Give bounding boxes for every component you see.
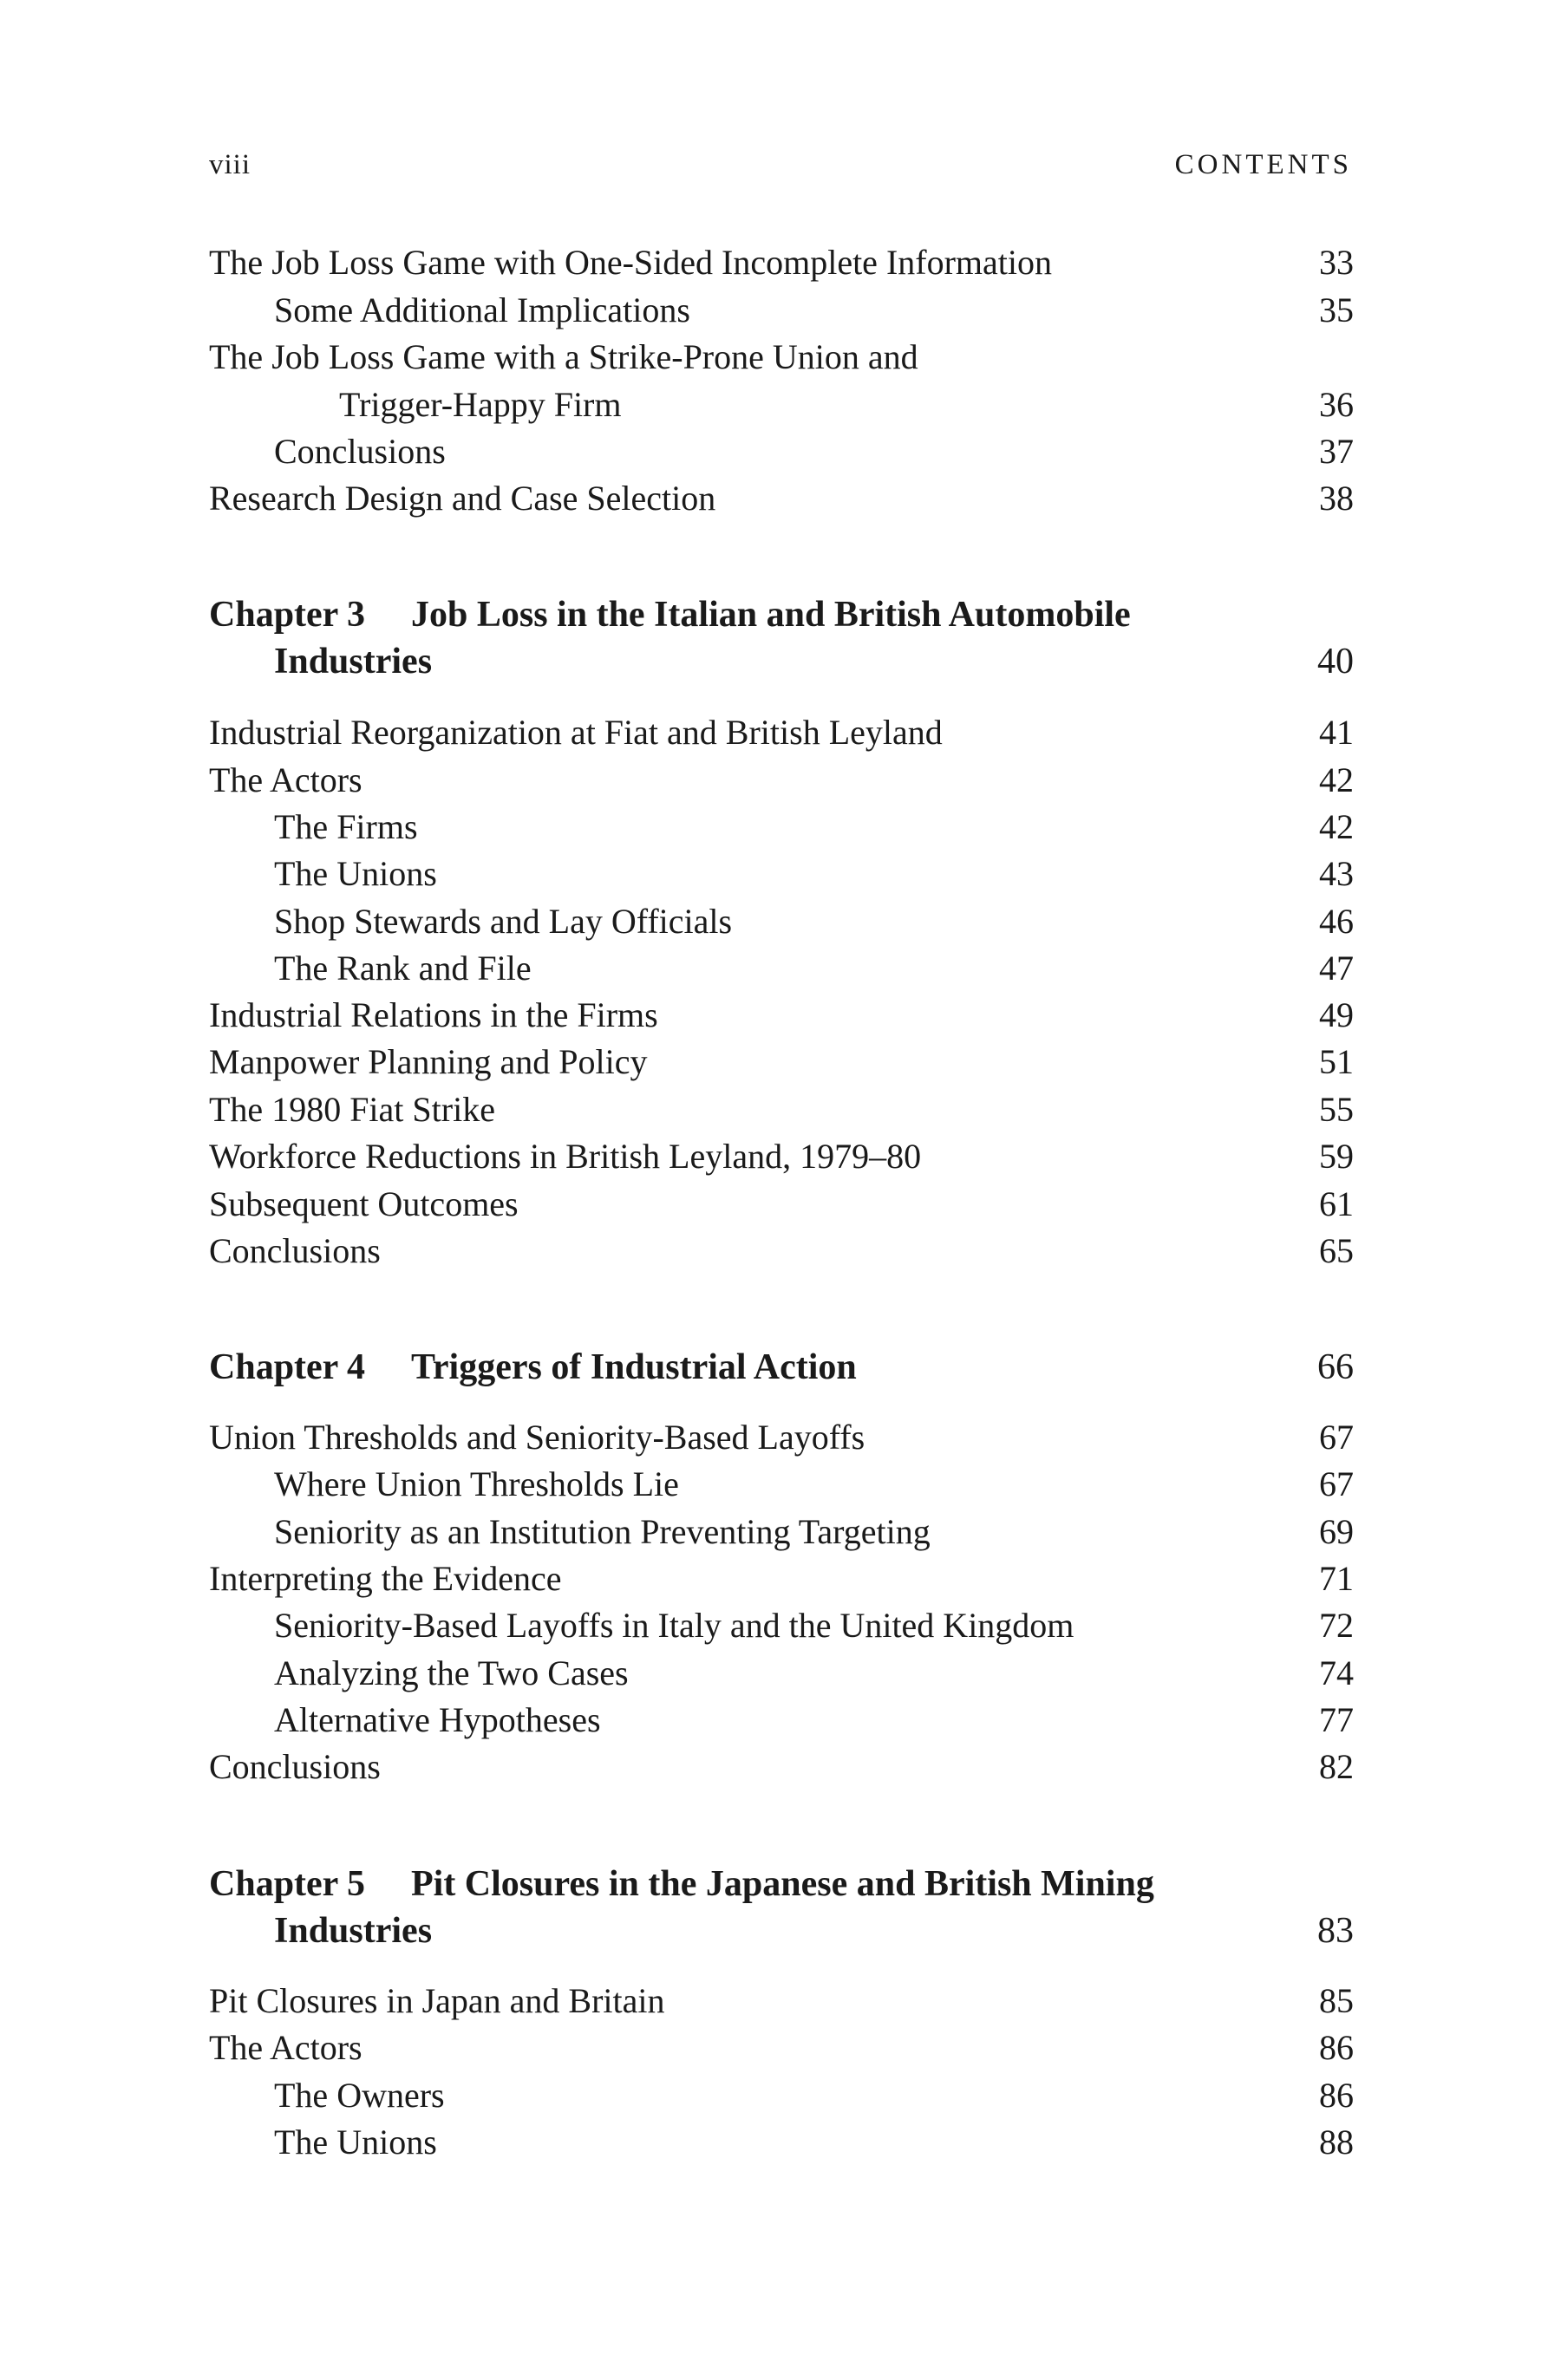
toc-entry-page: 72 bbox=[1319, 1606, 1354, 1645]
toc-entry-title: Pit Closures in Japan and Britain bbox=[209, 1981, 665, 2020]
toc-entry bbox=[209, 803, 1354, 851]
toc-entry-title: The Actors bbox=[209, 760, 362, 799]
toc-entry-page: 43 bbox=[1319, 854, 1354, 893]
toc-entry-title: Where Union Thresholds Lie bbox=[274, 1464, 679, 1503]
chapter-title: Pit Closures in the Japanese and British Mining bbox=[411, 1864, 1154, 1904]
toc-entry bbox=[209, 474, 1354, 523]
chapter-label: Chapter 4 bbox=[209, 1347, 366, 1387]
toc-entry-page: 42 bbox=[1319, 807, 1354, 846]
toc-entry-title: Research Design and Case Selection bbox=[209, 479, 716, 518]
toc-entry-page: 55 bbox=[1319, 1090, 1354, 1129]
toc-entry-title: Industrial Relations in the Firms bbox=[209, 995, 658, 1034]
toc-entry-title: Seniority-Based Layoffs in Italy and the United Kingdom bbox=[274, 1606, 1074, 1645]
toc-entry bbox=[209, 1743, 1354, 1791]
chapter-title-continued: Industries bbox=[274, 1911, 433, 1951]
toc-entry-title: Conclusions bbox=[209, 1231, 381, 1270]
toc-entry-page: 67 bbox=[1319, 1464, 1354, 1503]
toc-entry-page: 71 bbox=[1319, 1559, 1354, 1598]
toc-entry-page: 74 bbox=[1319, 1653, 1354, 1692]
toc-entry-title: The Firms bbox=[274, 807, 418, 846]
toc-entry-title: The Actors bbox=[209, 2028, 362, 2067]
toc-entry-page: 42 bbox=[1319, 760, 1354, 799]
toc-entry-title: Conclusions bbox=[209, 1747, 381, 1786]
toc-entry-page: 85 bbox=[1319, 1981, 1354, 2020]
toc-entry bbox=[209, 708, 1354, 757]
toc-entry-title: Conclusions bbox=[274, 432, 446, 471]
chapter-page: 66 bbox=[1317, 1347, 1354, 1387]
toc-entry bbox=[209, 1508, 1354, 1556]
toc-entry-title: The Rank and File bbox=[274, 949, 532, 988]
toc-entry bbox=[209, 756, 1354, 805]
toc-entry bbox=[209, 333, 1354, 381]
chapter-heading bbox=[209, 1860, 1354, 1908]
toc-entry bbox=[209, 850, 1354, 898]
toc-entry bbox=[209, 1601, 1354, 1650]
chapter-page: 83 bbox=[1317, 1911, 1354, 1951]
toc-entry-page: 61 bbox=[1319, 1184, 1354, 1223]
toc-entry-title: Shop Stewards and Lay Officials bbox=[274, 902, 733, 941]
toc-entry-title: The Job Loss Game with One-Sided Incomplete Information bbox=[209, 243, 1052, 282]
toc-entry-page: 82 bbox=[1319, 1747, 1354, 1786]
toc-entry-title: Trigger-Happy Firm bbox=[339, 385, 622, 424]
toc-entry bbox=[209, 944, 1354, 993]
toc-entry-title: The Unions bbox=[274, 854, 437, 893]
toc-entry-page: 86 bbox=[1319, 2076, 1354, 2115]
toc-entry bbox=[209, 1460, 1354, 1509]
running-head bbox=[209, 149, 1352, 192]
chapter-heading bbox=[209, 590, 1354, 639]
page-number: viii bbox=[209, 149, 251, 180]
chapter-heading-continued bbox=[209, 637, 1354, 686]
toc-entry bbox=[209, 1132, 1354, 1181]
toc-entry-title: Some Additional Implications bbox=[274, 290, 690, 329]
toc-entry-page: 37 bbox=[1319, 432, 1354, 471]
toc-entry-title: Interpreting the Evidence bbox=[209, 1559, 562, 1598]
toc-entry-title: Workforce Reductions in British Leyland, 1979–80 bbox=[209, 1137, 922, 1176]
toc-entry bbox=[209, 2071, 1354, 2120]
toc-entry bbox=[209, 238, 1354, 287]
toc-entry bbox=[209, 1649, 1354, 1698]
toc-entry bbox=[209, 2024, 1354, 2072]
toc-entry bbox=[209, 1227, 1354, 1275]
chapter-page: 40 bbox=[1317, 642, 1354, 681]
toc-entry-page: 86 bbox=[1319, 2028, 1354, 2067]
toc-entry-title: Union Thresholds and Seniority-Based Layoffs bbox=[209, 1418, 865, 1457]
toc-entry bbox=[209, 1180, 1354, 1229]
toc-entry bbox=[209, 1086, 1354, 1134]
toc-entry-title: Manpower Planning and Policy bbox=[209, 1042, 648, 1081]
section-title: CONTENTS bbox=[1174, 149, 1352, 180]
toc-entry-page: 59 bbox=[1319, 1137, 1354, 1176]
toc-entry bbox=[209, 1038, 1354, 1086]
chapter-label: Chapter 5 bbox=[209, 1864, 366, 1904]
toc-entry bbox=[209, 286, 1354, 335]
toc-entry-page: 38 bbox=[1319, 479, 1354, 518]
chapter-title: Triggers of Industrial Action bbox=[411, 1347, 857, 1387]
toc-entry bbox=[209, 427, 1354, 476]
toc-entry bbox=[209, 1413, 1354, 1462]
toc-entry-title: Industrial Reorganization at Fiat and British Leyland bbox=[209, 713, 943, 752]
toc-entry-title: Alternative Hypotheses bbox=[274, 1700, 601, 1739]
toc-entry-page: 67 bbox=[1319, 1418, 1354, 1457]
toc-entry-page: 35 bbox=[1319, 290, 1354, 329]
toc-entry-title: The Owners bbox=[274, 2076, 445, 2115]
chapter-heading-continued bbox=[209, 1907, 1354, 1955]
chapter-title: Job Loss in the Italian and British Automobile bbox=[411, 595, 1131, 635]
toc-entry-page: 69 bbox=[1319, 1512, 1354, 1551]
toc-entry bbox=[209, 1696, 1354, 1744]
toc-entry-page: 51 bbox=[1319, 1042, 1354, 1081]
toc-entry bbox=[209, 381, 1354, 429]
toc-entry-title: The 1980 Fiat Strike bbox=[209, 1090, 495, 1129]
toc-entry-page: 41 bbox=[1319, 713, 1354, 752]
toc-entry bbox=[209, 897, 1354, 946]
toc-entry-title: The Unions bbox=[274, 2122, 437, 2162]
toc-entry-page: 88 bbox=[1319, 2122, 1354, 2162]
toc-entry-title: The Job Loss Game with a Strike-Prone Union and bbox=[209, 337, 918, 376]
toc-entry-page: 77 bbox=[1319, 1700, 1354, 1739]
chapter-label: Chapter 3 bbox=[209, 595, 366, 635]
toc-entry-page: 47 bbox=[1319, 949, 1354, 988]
toc-entry bbox=[209, 1555, 1354, 1603]
toc-entry bbox=[209, 1977, 1354, 2025]
toc-entry-title: Subsequent Outcomes bbox=[209, 1184, 519, 1223]
toc-entry-page: 36 bbox=[1319, 385, 1354, 424]
chapter-heading bbox=[209, 1343, 1354, 1392]
toc-entry bbox=[209, 991, 1354, 1040]
toc-entry-title: Seniority as an Institution Preventing Targeting bbox=[274, 1512, 931, 1551]
toc-entry-page: 65 bbox=[1319, 1231, 1354, 1270]
chapter-title-continued: Industries bbox=[274, 642, 433, 681]
toc-entry-page: 49 bbox=[1319, 995, 1354, 1034]
toc-entry bbox=[209, 2118, 1354, 2167]
toc-entry-page: 46 bbox=[1319, 902, 1354, 941]
toc-entry-title: Analyzing the Two Cases bbox=[274, 1653, 629, 1692]
toc-entry-page: 33 bbox=[1319, 243, 1354, 282]
